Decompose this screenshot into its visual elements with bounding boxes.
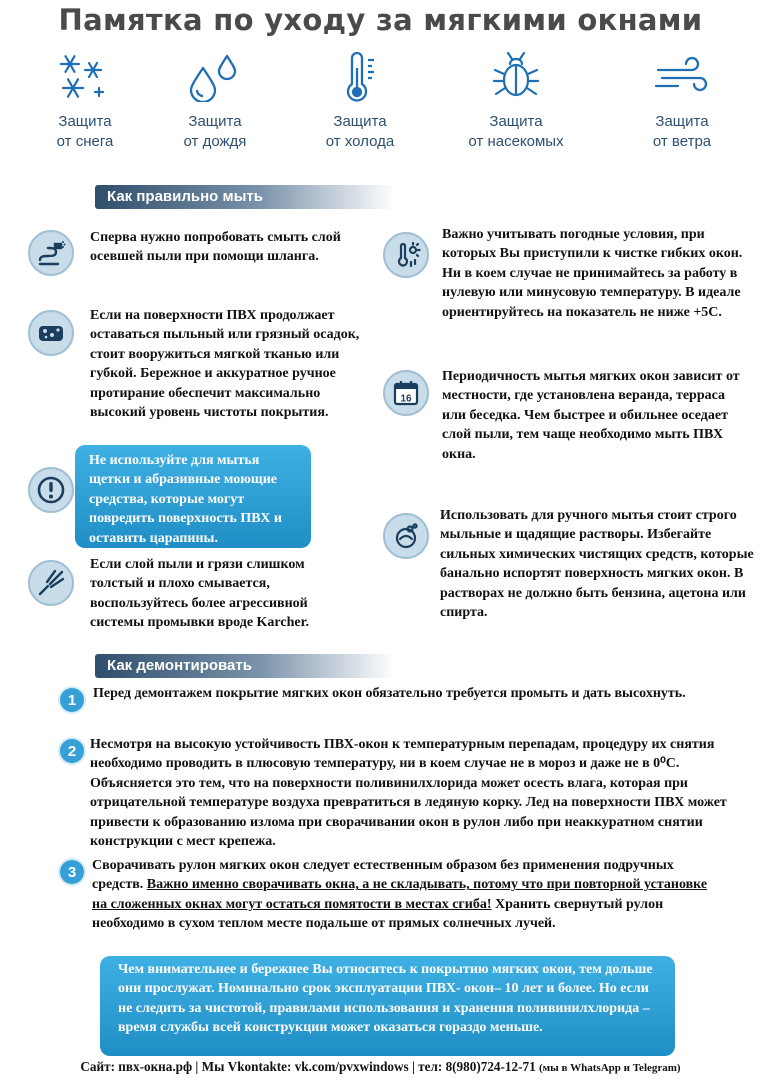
protection-label: Защита от холода xyxy=(325,113,395,150)
section-header-dismount: Как демонтировать xyxy=(95,654,395,678)
sponge-icon-circle xyxy=(28,310,74,356)
lifetime-note: Чем внимательнее и бережнее Вы относитесь к покрытию мягких окон, тем дольше они прослужат. Номинально срок эксплуатации ПВХ- окон– 10 лет и более. Но если не следить за чистотой, правилами использования и хранения поливинилхлорида – время службы всей конструкции может оказаться гораздо меньше. xyxy=(100,956,675,1056)
wind-icon xyxy=(652,50,712,102)
step-number-2: 2 xyxy=(58,737,86,765)
thermometer-icon xyxy=(330,50,390,102)
protection-label: Защита от снега xyxy=(56,113,114,150)
underlined-warning: Важно именно сворачивать окна, а не складывать, потому что при повторной установке на сложенных окнах могут остаться помятости в местах сгиба! xyxy=(92,877,708,912)
calendar-icon xyxy=(391,378,421,408)
wash-tip-weather: Важно учитывать погодные условия, при которых Вы приступили к чистке гибких окон. Ни в коем случае не принимайтесь за работу в нулевую или минусовую температуру. В идеале ориентируйтесь на показатель не ниже +5С. xyxy=(442,227,743,320)
page-title: Памятка по уходу за мягкими окнами xyxy=(58,3,703,37)
footer-contacts: Сайт: пвх-окна.рф | Мы Vkontakte: vk.com/pvxwindows | тел: 8(980)724-12-71 (мы в WhatsApp и Telegram) xyxy=(80,1059,681,1074)
protection-cold xyxy=(280,50,440,152)
calendar-day: 16 xyxy=(400,393,412,405)
step-number-3: 3 xyxy=(58,858,86,886)
detergent-icon xyxy=(391,521,421,551)
hose-icon-circle xyxy=(28,230,74,276)
protection-label: Защита от дождя xyxy=(183,113,247,150)
protection-insects xyxy=(436,50,596,152)
protection-label: Защита от насекомых xyxy=(468,113,564,150)
wash-step-sponge: Если на поверхности ПВХ продолжает оставаться пыльный или грязный осадок, стоит вооружиться мягкой тканью или губкой. Бережное и аккуратное ручное протирание обеспечит максимально высокий уровень чистоты покрытия. xyxy=(90,308,360,421)
snowflakes-icon xyxy=(55,50,115,102)
bug-icon xyxy=(486,50,546,102)
section-header-wash: Как правильно мыть xyxy=(95,185,395,209)
step-number-1: 1 xyxy=(58,686,86,714)
hose-icon xyxy=(36,238,66,268)
wash-tip-solutions: Использовать для ручного мытья стоит строго мыльные и щадящие растворы. Избегайте сильных химических чистящих средств, которые банально испортят поверхность мягких окон. В растворах не должно быть бензина, ацетона или спирта. xyxy=(440,508,754,621)
protection-wind xyxy=(602,50,761,152)
warning-icon-circle xyxy=(28,467,74,513)
weather-icon-circle xyxy=(383,232,429,278)
sponge-icon xyxy=(36,318,66,348)
exclamation-icon xyxy=(36,475,66,505)
protection-rain xyxy=(135,50,295,152)
calendar-icon-circle xyxy=(383,370,429,416)
wash-tip-frequency: Периодичность мытья мягких окон зависит от местности, где установлена веранда, терраса или беседка. Чем быстрее и обильнее оседает слой пыли, тем чаще необходимо мыть ПВХ окна. xyxy=(442,369,740,462)
protection-label: Защита от ветра xyxy=(652,113,712,150)
weather-thermometer-icon xyxy=(391,240,421,270)
karcher-spray-icon xyxy=(36,568,66,598)
wash-step-hose: Сперва нужно попробовать смыть слой осевшей пыли при помощи шланга. xyxy=(90,230,341,265)
dismount-step-2: Несмотря на высокую устойчивость ПВХ-окон к температурным перепадам, процедуру их снятия необходимо проводить в плюсовую температуру, ни в коем случае не в мороз и даже не в 0⁰С. Объясняется это тем, что на поверхности поливинилхлорида может осесть влага, которая при отрицательной температуре воздуха превратиться в ледяную корку. Лед на поверхности ПВХ может привести к образованию излома при сворачивании окон в рулон либо при неаккуратном снятии конструкции с мест крепежа. xyxy=(90,737,727,850)
raindrops-icon xyxy=(185,50,245,102)
wash-step-karcher: Если слой пыли и грязи слишком толстый и плохо смывается, воспользуйтесь более агрессивной системы промывки вроде Karcher. xyxy=(90,557,310,631)
dismount-step-1: Перед демонтажем покрытие мягких окон обязательно требуется промыть и дать высохнуть. xyxy=(93,686,686,701)
karcher-icon-circle xyxy=(28,560,74,606)
warning-callout: Не используйте для мытья щетки и абразивные моющие средства, которые могут повредить поверхность ПВХ и оставить царапины. xyxy=(75,445,311,548)
dismount-step-3: Сворачивать рулон мягких окон следует естественным образом без применения подручных средств. Важно именно сворачивать окна, а не складывать, потому что при повторной установке на сложенных окнах могут остаться помятости в местах сгиба! Хранить свернутый рулон необходимо в сухом теплом месте подальше от прямых солнечных лучей. xyxy=(92,858,708,932)
detergent-icon-circle xyxy=(383,513,429,559)
